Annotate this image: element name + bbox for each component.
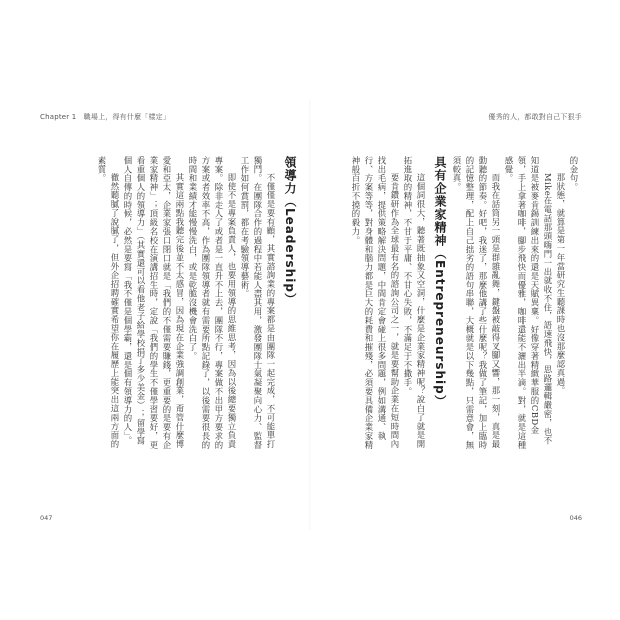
- right-paragraph: 要肯鑽研作為全球最有名的諮詢公司之一，就是要幫助企業在短時間內找出毛病，提供策略解決問題，中間肯定會碰上很多問題，例如溝通、執行、方案等等，對身體和腦力都是巨大的耗費和摧殘，必須要具備企業家精神般百折不撓的毅力。: [351, 156, 400, 450]
- left-paragraph: 其實這兩點我聽完後並不太感冒，因為現在企業強調創業，甭管什麼博愛和亞太，企業家張口閉口就是「我們的不僅需要賺錢，更重要的是要有企業家精神」；頂級名校在演講招生時，定說「我們的學生不僅學習要好，更看重個人的領導力」（其實還可以看他老子給學校捐了多少美金）；留學寫個人自傳的時候，必然是要寫「我不僅是個學霸，還是個有領導力的人」。: [123, 156, 185, 450]
- right-page-number: 046: [569, 514, 582, 522]
- left-page: [40, 112, 300, 522]
- left-section-heading: 領導力（Leadership）: [283, 156, 297, 306]
- left-paragraph: 徹然聽膩了說膩了，但外企招聘確實希望你在履歷上能突出這兩方面的素質。: [97, 156, 120, 449]
- left-paragraph: 即使不是專案負責人，也要用領導的思維思考，因為以後總要獨立負責專案。除非走人了或者是一直升不上去，團隊不行，專案做不出甲方要求的方案或者效率不高，作為團隊領導者就有需要所點記錄了，以後需要很長的時間和業績才能慢慢洗白，或是乾脆沒機會洗白了。: [188, 156, 237, 450]
- right-running-head: 優秀的人，都敢對自己下狠手: [488, 113, 582, 121]
- right-paragraph: Mike在電話那頭嗨門一出就收不住，語速飛快，思路邏輯嚴密，也不知道是被麥肯錫訓練出來的還是天賦異稟。好像穿著精緻華服的CBD金領，手上拿著咖啡，腳步飛快而優雅，咖啡還能不灑出半滴。對，就是這種感覺。: [504, 156, 553, 450]
- right-paragraph: 那狀態，就算是第一年當研究生聽課時也沒那麼認真過。: [556, 172, 566, 396]
- right-paragraph: 的金句。: [569, 156, 579, 192]
- left-page-number: 047: [40, 514, 53, 522]
- spine-shadow: [309, 100, 311, 530]
- left-text-block: [86, 156, 300, 452]
- right-section-heading: 具有企業家精神（Entrepreneurship）: [433, 156, 447, 408]
- left-running-head: Chapter 1 職場上，得有什麼「樣定」: [40, 113, 171, 121]
- left-paragraph: 不僅僅是要有顧，其實諮詢業的專案都是由團隊一起完成，不可能單打獨鬥。在團隊合作的過程中若能人盡其用，激發團隊士氣凝聚向心力、監督工作如何賞罰，都在考驗領導藝術。: [240, 156, 276, 450]
- right-page: [322, 112, 582, 522]
- right-paragraph: 這個詞很大，聽著既抽象又空洞，什麼是企業家精神呢？說白了就是開拓進取的精神，不甘于平庸、不甘心失敗，不滿足于不撒手。: [403, 156, 426, 449]
- right-paragraph: 而我在話筒另一頭是群雜亂舞，鍵盤被敲得叉腳又響，那一刻，真是最動聽的節奏。好吧，我迷了，那麼他講了些什麼呢？我做了筆記，加上臨時的記憶整理，配上自己拙劣的語句串聯，大概就是以下幾點，只需意會，無須較真。: [452, 156, 501, 450]
- right-text-block: [351, 156, 580, 452]
